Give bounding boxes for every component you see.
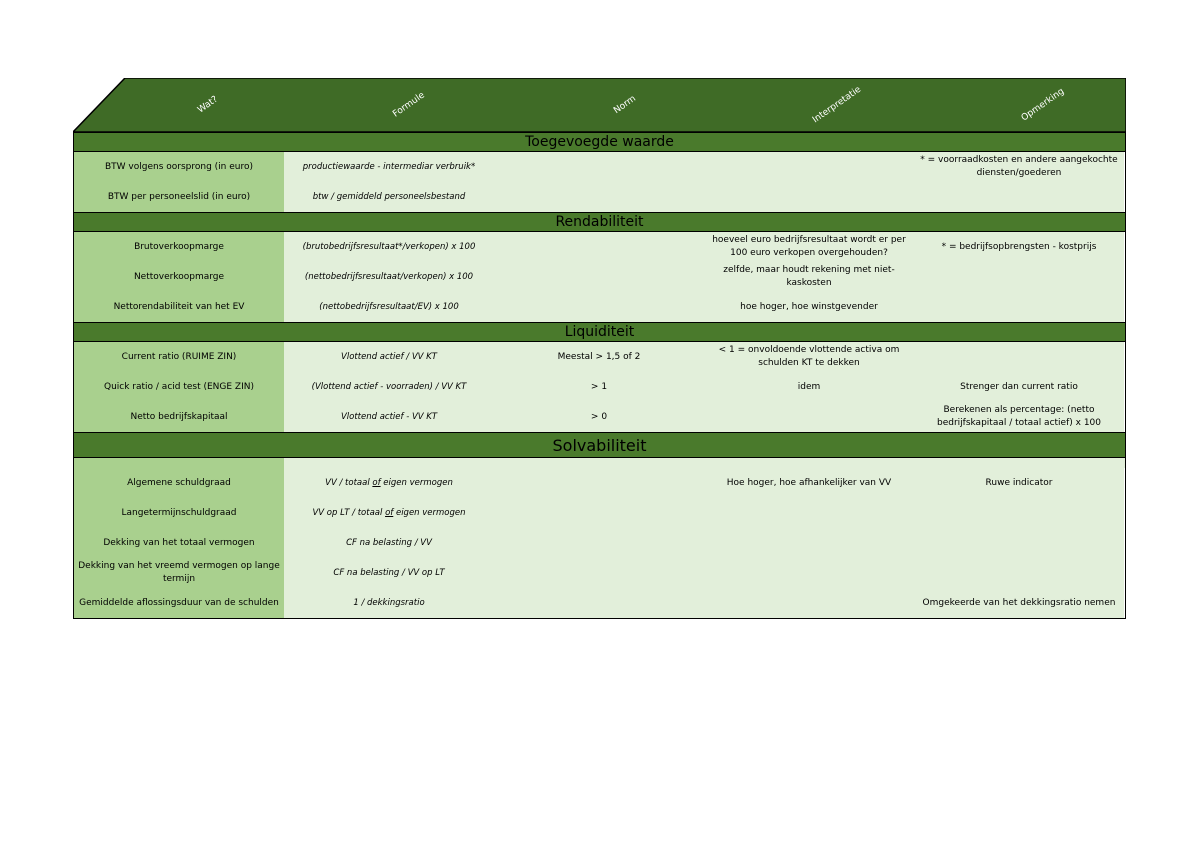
table-row [74,372,1125,402]
ratio-table [73,78,1126,626]
cell-interpretatie [704,588,914,618]
spacer-row [74,458,1125,468]
header-background [73,78,1126,132]
cell-norm [494,182,704,212]
table-row [74,232,1125,262]
header-col-wat: Wat? [196,94,220,116]
cell-wat: Brutoverkoopmarge [74,232,284,262]
cell-interpretatie [704,528,914,558]
cell-interpretatie [704,402,914,432]
cell-wat: BTW volgens oorsprong (in euro) [74,152,284,182]
cell-formule: 1 / dekkingsratio [284,588,494,618]
cell-norm [494,232,704,262]
section-header: Solvabiliteit [74,432,1125,458]
cell-norm [494,558,704,588]
cell-norm [494,468,704,498]
section-header: Rendabiliteit [74,212,1125,232]
cell-wat: Netto bedrijfskapitaal [74,402,284,432]
cell-wat: Gemiddelde aflossingsduur van de schulden [74,588,284,618]
cell-formule: (Vlottend actief - voorraden) / VV KT [284,372,494,402]
cell-opmerking: Berekenen als percentage: (netto bedrijfskapitaal / totaal actief) x 100 [914,402,1124,432]
cell-wat: Algemene schuldgraad [74,468,284,498]
cell-opmerking: Strenger dan current ratio [914,372,1124,402]
table-row [74,292,1125,322]
cell-wat: Langetermijnschuldgraad [74,498,284,528]
table-row [74,182,1125,212]
cell-norm [494,262,704,292]
cell-formule: (nettobedrijfsresultaat/verkopen) x 100 [284,262,494,292]
cell-opmerking [914,342,1124,372]
cell-opmerking: * = bedrijfsopbrengsten - kostprijs [914,232,1124,262]
cell-wat: Quick ratio / acid test (ENGE ZIN) [74,372,284,402]
cell-opmerking [914,292,1124,322]
cell-opmerking: Omgekeerde van het dekkingsratio nemen [914,588,1124,618]
section-header: Toegevoegde waarde [74,132,1125,152]
table-row [74,342,1125,372]
cell-norm [494,292,704,322]
cell-formule: btw / gemiddeld personeelsbestand [284,182,494,212]
cell-formule: productiewaarde - intermediar verbruik* [284,152,494,182]
cell-norm [494,588,704,618]
table-row [74,498,1125,528]
cell-norm: > 1 [494,372,704,402]
cell-norm [494,498,704,528]
table-row [74,262,1125,292]
cell-wat: Dekking van het totaal vermogen [74,528,284,558]
cell-formule [284,468,494,498]
header-col-opmerking: Opmerking [1019,86,1067,124]
formule-part: VV op LT / totaal [312,507,386,518]
cell-interpretatie: idem [704,372,914,402]
formule-underlined: of [385,507,394,518]
cell-wat: BTW per personeelslid (in euro) [74,182,284,212]
cell-opmerking: * = voorraadkosten en andere aangekochte diensten/goederen [914,152,1124,182]
cell-norm [494,528,704,558]
cell-interpretatie [704,558,914,588]
cell-formule: CF na belasting / VV [284,528,494,558]
cell-opmerking [914,262,1124,292]
cell-opmerking: Ruwe indicator [914,468,1124,498]
cell-interpretatie: zelfde, maar houdt rekening met niet-kaskosten [704,262,914,292]
header-col-norm: Norm [612,93,638,117]
cell-formule: (brutobedrijfsresultaat*/verkopen) x 100 [284,232,494,262]
table-row [74,402,1125,432]
cell-wat: Nettorendabiliteit van het EV [74,292,284,322]
cell-formule: (nettobedrijfsresultaat/EV) x 100 [284,292,494,322]
cell-opmerking [914,498,1124,528]
cell-formule [284,498,494,528]
cell-formule: Vlottend actief - VV KT [284,402,494,432]
formule-part: eigen vermogen [380,477,453,488]
cell-interpretatie [704,498,914,528]
header-col-formule: Formule [391,90,427,120]
table-row [74,152,1125,182]
formule-part: eigen vermogen [393,507,466,518]
cell-interpretatie: < 1 = onvoldoende vlottende activa om schulden KT te dekken [704,342,914,372]
cell-opmerking [914,558,1124,588]
header-col-interpretatie: Interpretatie [810,84,864,126]
table-row [74,588,1125,618]
table-body [73,132,1126,619]
cell-wat: Nettoverkoopmarge [74,262,284,292]
cell-interpretatie [704,182,914,212]
cell-interpretatie: Hoe hoger, hoe afhankelijker van VV [704,468,914,498]
cell-interpretatie: hoe hoger, hoe winstgevender [704,292,914,322]
formule-underlined: of [372,477,381,488]
table-row [74,558,1125,588]
cell-opmerking [914,182,1124,212]
cell-wat: Current ratio (RUIME ZIN) [74,342,284,372]
cell-interpretatie [704,152,914,182]
cell-norm [494,152,704,182]
formule-part: VV / totaal [325,477,373,488]
cell-interpretatie: hoeveel euro bedrijfsresultaat wordt er per 100 euro verkopen overgehouden? [704,232,914,262]
table-row [74,528,1125,558]
table-header [73,78,1126,132]
section-header: Liquiditeit [74,322,1125,342]
cell-wat: Dekking van het vreemd vermogen op lange termijn [74,558,284,588]
cell-formule: CF na belasting / VV op LT [284,558,494,588]
cell-opmerking [914,528,1124,558]
cell-formule: Vlottend actief / VV KT [284,342,494,372]
table-row [74,468,1125,498]
cell-norm: > 0 [494,402,704,432]
cell-norm: Meestal > 1,5 of 2 [494,342,704,372]
